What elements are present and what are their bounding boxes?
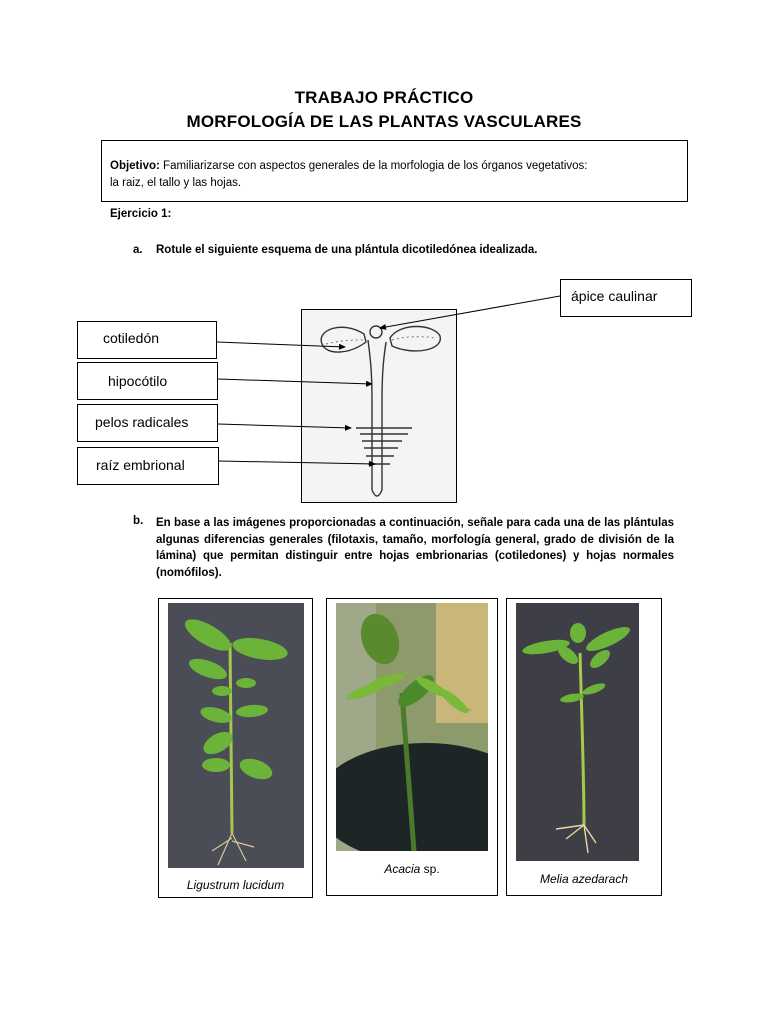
label-hipocotilo-text: hipocótilo: [108, 373, 168, 389]
label-pelos-radicales: [77, 404, 218, 442]
caption-acacia: [326, 862, 498, 876]
page-title-line-1: TRABAJO PRÁCTICO: [294, 88, 474, 107]
label-hipocotilo: [77, 362, 218, 400]
ligustrum-plant-image: [168, 603, 304, 868]
item-a-marker: a.: [133, 244, 143, 256]
caption-acacia-sp: sp.: [420, 862, 440, 876]
objective-label: Objetivo:: [110, 160, 160, 172]
melia-plant-image: [516, 603, 639, 861]
page-title-line-2: MORFOLOGÍA DE LAS PLANTAS VASCULARES: [186, 112, 582, 131]
label-apice-text: ápice caulinar: [571, 288, 658, 304]
item-b-marker: b.: [133, 515, 144, 527]
caption-melia: Melia azedarach: [539, 872, 629, 886]
objective-box: [101, 140, 688, 202]
label-raiz-text: raíz embrional: [96, 457, 185, 473]
label-raiz-embrional: [77, 447, 219, 485]
label-apice-caulinar: [560, 279, 692, 317]
caption-ligustrum: Ligustrum lucidum: [186, 878, 285, 892]
seedling-diagram: [301, 309, 457, 503]
photo-acacia: [336, 603, 488, 851]
label-pelos-text: pelos radicales: [95, 414, 189, 430]
caption-acacia-genus: Acacia: [384, 862, 421, 876]
label-cotiledon: [77, 321, 217, 359]
seedling-drawing: [302, 310, 458, 504]
exercise-label: Ejercicio 1:: [110, 208, 172, 220]
objective-text-2: la raiz, el tallo y las hojas.: [110, 177, 242, 189]
item-a-text: Rotule el siguiente esquema de una plántula dicotiledónea idealizada.: [156, 244, 538, 256]
item-b-text: En base a las imágenes proporcionadas a continuación, señale para cada una de las plántulas algunas diferencias generales (filotaxis, tamaño, morfología general, grado de división de la lámina) que permitan distinguir entre hojas embrionarias (cotiledones) y hojas normales (nomófilos).: [156, 517, 674, 579]
acacia-plant-image: [336, 603, 488, 851]
label-cotiledon-text: cotiledón: [103, 330, 160, 346]
photo-ligustrum: [168, 603, 304, 868]
photo-melia: [516, 603, 639, 861]
objective-text-1: Familiarizarse con aspectos generales de la morfologia de los órganos vegetativos:: [159, 160, 588, 172]
